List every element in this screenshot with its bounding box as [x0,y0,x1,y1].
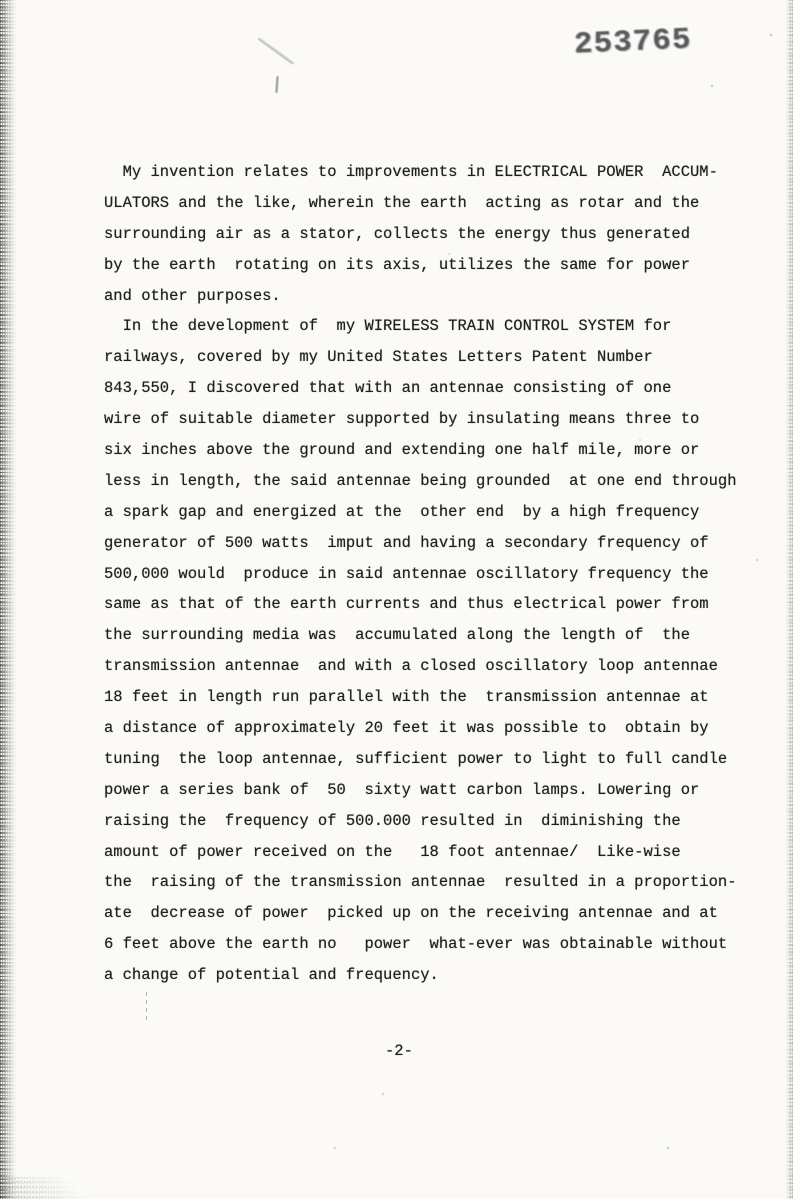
typewritten-line: wire of suitable diameter supported by insulating means three to [104,410,700,429]
typewritten-line: and other purposes. [104,286,281,305]
pencil-tick-mark [275,76,278,93]
typewritten-line: a change of potential and frequency. [104,966,439,985]
typewritten-line: less in length, the said antennae being grounded at one end through [104,471,737,490]
typewritten-line: generator of 500 watts imput and having a secondary frequency of [104,533,709,552]
typewritten-line: My invention relates to improvements in ELECTRICAL POWER ACCUM- [104,163,718,181]
typewritten-line: power a series bank of 50 sixty watt carbon lamps. Lowering or [104,780,700,799]
typewritten-line: a spark gap and energized at the other end by a high frequency [104,502,700,521]
typewritten-line: ate decrease of power picked up on the receiving antennae and at [104,904,718,923]
typewritten-line: raising the frequency of 500.000 resulted in diminishing the [104,811,681,830]
typewritten-line: surrounding air as a stator, collects the energy thus generated [104,224,690,243]
typewritten-line: 500,000 would produce in said antennae oscillatory frequency the [104,564,709,583]
typewritten-line: transmission antennae and with a closed oscillatory loop antennae [104,657,718,676]
typewritten-line: the raising of the transmission antennae resulted in a proportion- [104,873,737,892]
typewritten-line: by the earth rotating on its axis, utilizes the same for power [104,255,690,274]
pencil-slash-mark [258,38,294,64]
typewritten-line: In the development of my WIRELESS TRAIN CONTROL SYSTEM for [104,317,672,336]
typewritten-line: six inches above the ground and extending one half mile, more or [104,441,700,460]
pencil-dash-mark [146,992,147,1022]
typewritten-line: the surrounding media was accumulated along the length of the [104,626,690,645]
typewritten-line: railways, covered by my United States Letters Patent Number [104,348,653,367]
typewritten-line: tuning the loop antennae, sufficient power to light to full candle [104,749,728,768]
scan-corner-noise [0,1177,90,1199]
scan-edge-noise-right [785,0,793,1199]
stamp-number: 253765 [573,22,693,63]
typewritten-text-block [104,157,754,991]
typewritten-line: a distance of approximately 20 feet it was possible to obtain by [104,719,709,738]
typewritten-line: 6 feet above the earth no power what-ever was obtainable without [104,935,728,954]
typewritten-line: ULATORS and the like, wherein the earth acting as rotar and the [104,193,700,212]
page-number: -2- [385,1042,413,1060]
typewritten-line: 18 feet in length run parallel with the transmission antennae at [104,688,709,707]
typewritten-line: same as that of the earth currents and thus electrical power from [104,595,709,614]
typewritten-line: 843,550, I discovered that with an antennae consisting of one [104,379,672,398]
typewritten-line: amount of power received on the 18 foot antennae/ Like-wise [104,842,681,861]
scan-edge-noise-left [0,0,18,1199]
